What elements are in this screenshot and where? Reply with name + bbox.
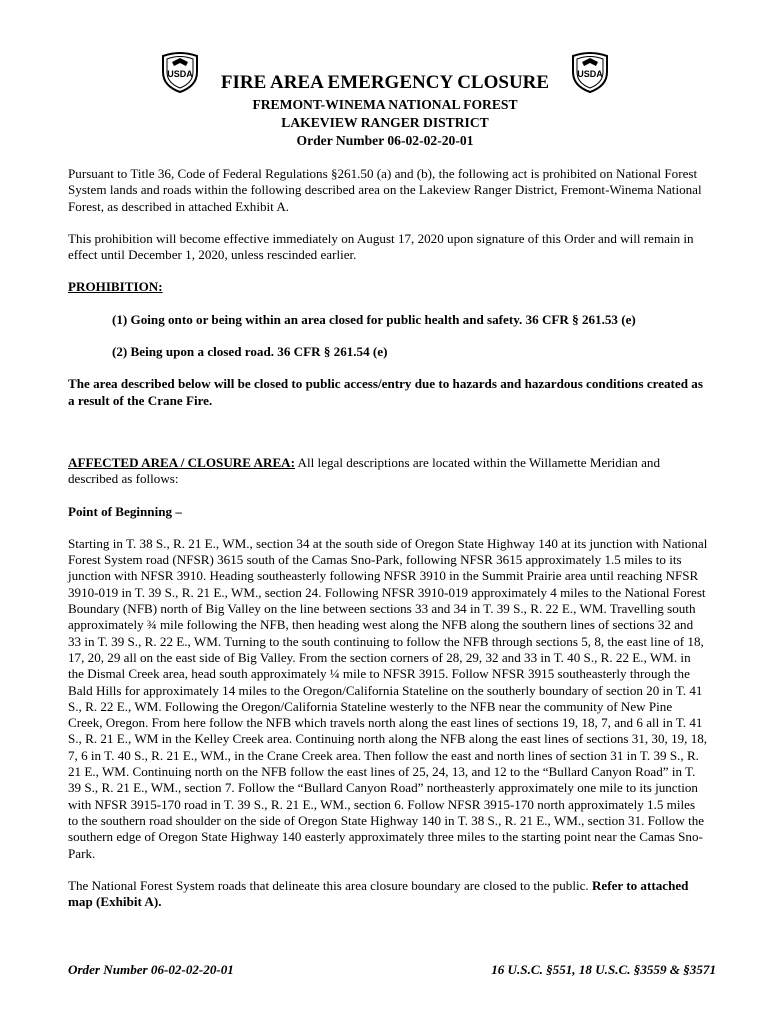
effective-date-paragraph: This prohibition will become effective immediately on August 17, 2020 upon signature of this Order and will remain in effect until December 1, 2020, unless rescinded earlier. — [68, 230, 694, 263]
affected-area-heading: AFFECTED AREA / CLOSURE AREA: — [68, 454, 295, 470]
prohibition-item: (2) Being upon a closed road. 36 CFR § 261.54 (e) — [112, 344, 388, 360]
affected-area-text: All legal descriptions are located within the Willamette Meridian and described as follows: — [68, 454, 661, 487]
closing-text: The National Forest System roads that delineate this area closure boundary are closed to the public. — [68, 877, 592, 893]
map-reference: Refer to attached map (Exhibit A). — [68, 877, 689, 910]
document-header — [0, 70, 770, 150]
forest-name: FREMONT-WINEMA NATIONAL FOREST — [252, 97, 518, 112]
district-name: LAKEVIEW RANGER DISTRICT — [281, 115, 489, 130]
closing-paragraph — [68, 878, 708, 911]
shield-lettering: USDA — [577, 69, 603, 79]
point-of-beginning-heading: Point of Beginning – — [68, 503, 182, 519]
closure-statement: The area described below will be closed to public access/entry due to hazards and hazardous conditions created as a result of the Crane Fire. — [68, 376, 703, 408]
affected-area-paragraph — [68, 455, 708, 488]
boundary-description: Starting in T. 38 S., R. 21 E., WM., section 34 at the south side of Oregon State Highway 140 at its junction with National Forest System road (NFSR) 3615 south of the Camas Sno-Park, following NFSR 3615 approximately 1.5 miles to its junction with NFSR 3910. Heading southeasterly following NFSR 3910 in the Summit Prairie area until reaching NFSR 3910-019 in T. 39 S., R. 21 E., WM., section 24. Following NFSR 3910-019 approximately 4 miles to the National Forest Boundary (NFB) north of Big Valley on the line between sections 33 and 34 in T. 39 S., R. 22 E., WM. Travelling south approximately ¾ mile following the NFB, then heading west along the NFB along the southern lines of sections 32 and 33 in T. 39 S., R. 22 E., WM. Turning to the south continuing to follow the NFB through sections 5, 8, the east line of 18, 17, 20, 29 all on the east side of Big Valley. From the section corners of 28, 29, 32 and 33 in T. 40 S., R. 22 E., WM. in the Dismal Creek area, head south approximately ¼ mile to NFSR 3915. Follow NFSR 3915 southeasterly through the Bald Hills for approximately 14 miles to the Oregon/California Stateline on the southerly boundary of section 20 in T. 41 S., R. 22 E., WM. Following the Oregon/California Stateline westerly to the NFB near the community of New Pine Creek, Oregon. From here follow the NFB which travels north along the east lines of sections 19, 18, 7, and 6 all in T. 41 S., R. 21 E., WM in the Kelley Creek area. Continuing north along the NFB along the east lines of sections 31, 30, 19, 18, 7, 6 in T. 40 S., R. 21 E., WM., in the Crane Creek area. Then follow the east and north lines of section 31 in T. 39 S., R. 21 E., WM. Continuing north on the NFB follow the east lines of 25, 24, 13, and 12 to the “Bullard Canyon Road” in T. 39 S., R. 21 E., WM., section 7. Follow the “Bullard Canyon Road” northeasterly approximately one mile to its junction with NFSR 3915-170 road in T. 39 S., R. 21 E., WM., section 6. Follow NFSR 3915-170 north approximately 1.5 miles to the southern road shoulder on the side of Oregon State Highway 140 in T. 38 S., R. 21 E., WM., section 31. Follow the southern edge of Oregon State Highway 140 easterly approximately three miles to the starting point near the Camas Sno-Park. — [68, 535, 708, 861]
footer-order-number: Order Number 06-02-02-20-01 — [68, 962, 234, 977]
prohibition-item: (1) Going onto or being within an area closed for public health and safety. 36 CFR § 261.53 (e) — [112, 311, 636, 327]
prohibition-heading: PROHIBITION: — [68, 279, 163, 295]
document-body — [68, 166, 708, 910]
document-title: FIRE AREA EMERGENCY CLOSURE — [220, 72, 550, 93]
intro-paragraph: Pursuant to Title 36, Code of Federal Regulations §261.50 (a) and (b), the following act is prohibited on National Forest System lands and roads within the following described area on the Lakeview Ranger District, Fremont-Winema National Forest, as described in attached Exhibit A. — [68, 166, 702, 214]
shield-lettering: USDA — [167, 69, 193, 79]
footer-citation: 16 U.S.C. §551, 18 U.S.C. §3559 & §3571 — [491, 962, 716, 977]
order-number: Order Number 06-02-02-20-01 — [296, 133, 474, 148]
